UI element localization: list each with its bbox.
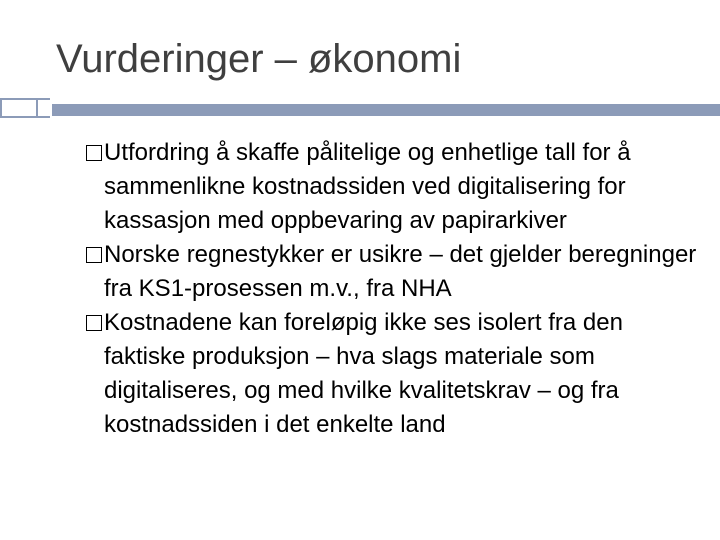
accent-connector — [38, 98, 50, 118]
bullet-item — [80, 238, 700, 306]
bullet-text: Utfordring å skaffe pålitelige og enhetlige tall for å sammenlikne kostnadssiden ved digitalisering for kassasjon med oppbevaring av papirarkiver — [104, 139, 631, 234]
square-bullet-icon — [86, 145, 102, 161]
title-accent-rule — [0, 98, 720, 118]
bullet-item — [80, 306, 700, 442]
bullet-item — [80, 136, 700, 238]
accent-bar — [52, 104, 720, 116]
bullet-text: Kostnadene kan foreløpig ikke ses isolert fra den faktiske produksjon – hva slags materiale som digitaliseres, og med hvilke kvalitetskrav – og fra kostnadssiden i det enkelte land — [104, 309, 623, 438]
square-bullet-icon — [86, 315, 102, 331]
square-bullet-icon — [86, 247, 102, 263]
accent-box — [0, 98, 38, 118]
slide-title: Vurderinger – økonomi — [56, 37, 462, 81]
bullet-list — [80, 136, 700, 442]
bullet-text: Norske regnestykker er usikre – det gjelder beregninger fra KS1-prosessen m.v., fra NHA — [104, 241, 697, 302]
